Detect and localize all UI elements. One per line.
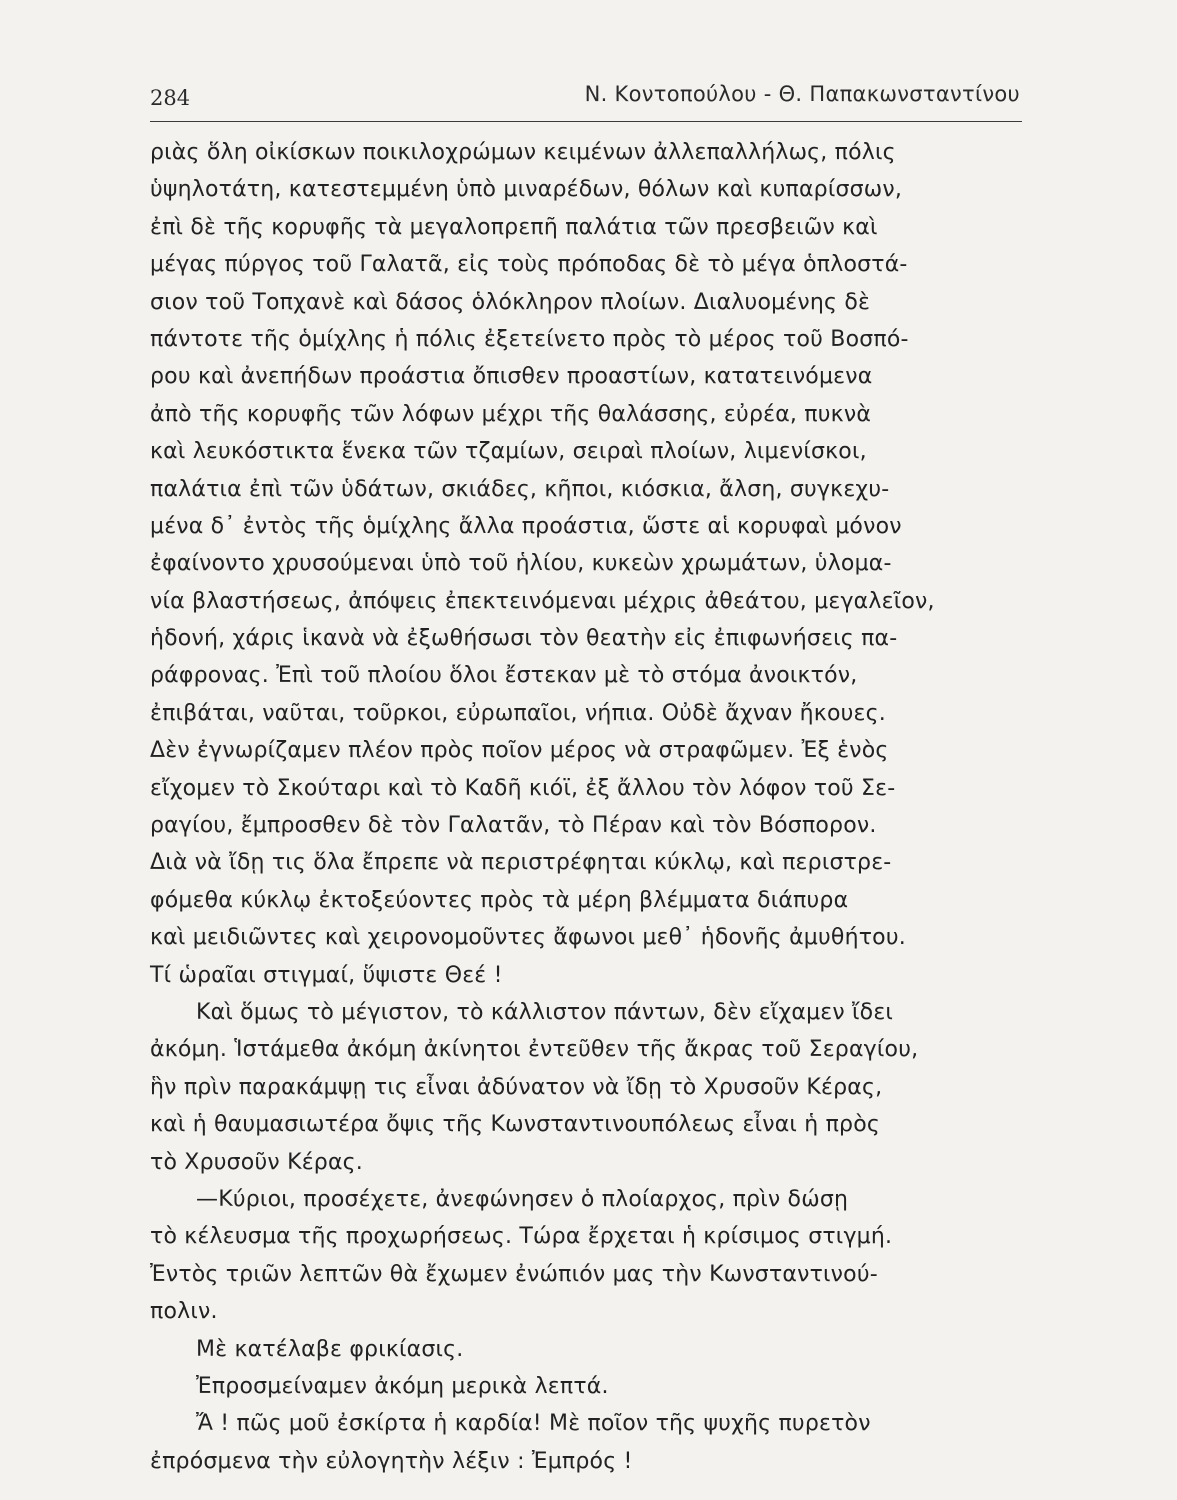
text-line: καὶ λευκόστικτα ἕνεκα τῶν τζαμίων, σειραὶ πλοίων, λιμενίσκοι,	[150, 439, 867, 465]
page-number: 284	[150, 86, 191, 110]
text-line: Ἐπροσμείναμεν ἀκόμη μερικὰ λεπτά.	[196, 1373, 609, 1399]
text-line: ἐπιβάται, ναῦται, τοῦρκοι, εὐρωπαῖοι, νήπια. Οὐδὲ ἄχναν ἤκουες.	[150, 700, 886, 726]
body-text	[150, 134, 1040, 1480]
text-line: τὸ κέλευσμα τῆς προχωρήσεως. Τώρα ἔρχεται ἡ κρίσιμος στιγμή.	[150, 1224, 893, 1250]
text-line: καὶ μειδιῶντες καὶ χειρονομοῦντες ἄφωνοι μεθ᾽ ἡδονῆς ἀμυθήτου.	[150, 925, 906, 951]
text-line: πάντοτε τῆς ὁμίχλης ἡ πόλις ἐξετείνετο πρὸς τὸ μέρος τοῦ Βοσπό-	[150, 326, 909, 352]
text-line: ἀκόμη. Ἱστάμεθα ἀκόμη ἀκίνητοι ἐντεῦθεν τῆς ἄκρας τοῦ Σεραγίου,	[150, 1037, 919, 1063]
text-line: —Κύριοι, προσέχετε, ἀνεφώνησεν ὁ πλοίαρχος, πρὶν δώσῃ	[196, 1186, 849, 1212]
text-line: Διὰ νὰ ἴδῃ τις ὅλα ἔπρεπε νὰ περιστρέφηται κύκλῳ, καὶ περιστρε-	[150, 850, 892, 876]
text-line: πολιν.	[150, 1299, 218, 1325]
text-line: ὑψηλοτάτη, κατεστεμμένη ὑπὸ μιναρέδων, θόλων καὶ κυπαρίσσων,	[150, 177, 903, 203]
text-line: εἴχομεν τὸ Σκούταρι καὶ τὸ Καδῆ κιόϊ, ἐξ ἄλλου τὸν λόφον τοῦ Σε-	[150, 775, 896, 801]
text-line: παλάτια ἐπὶ τῶν ὑδάτων, σκιάδες, κῆποι, κιόσκια, ἄλση, συγκεχυ-	[150, 476, 890, 502]
page-header	[150, 78, 1020, 118]
text-line: Ἄ ! πῶς μοῦ ἐσκίρτα ἡ καρδία! Μὲ ποῖον τῆς ψυχῆς πυρετὸν	[196, 1411, 871, 1437]
text-line: ράφρονας. Ἐπὶ τοῦ πλοίου ὅλοι ἔστεκαν μὲ τὸ στόμα ἀνοικτόν,	[150, 663, 858, 689]
text-line: μένα δ᾽ ἐντὸς τῆς ὁμίχλης ἄλλα προάστια, ὥστε αἱ κορυφαὶ μόνον	[150, 513, 902, 539]
text-line: ἣν πρὶν παρακάμψῃ τις εἶναι ἀδύνατον νὰ ἴδῃ τὸ Χρυσοῦν Κέρας,	[150, 1074, 883, 1100]
text-line: Καὶ ὅμως τὸ μέγιστον, τὸ κάλλιστον πάντων, δὲν εἴχαμεν ἴδει	[196, 999, 894, 1025]
text-line: Δὲν ἐγνωρίζαμεν πλέον πρὸς ποῖον μέρος νὰ στραφῶμεν. Ἐξ ἑνὸς	[150, 738, 889, 764]
text-line: σιον τοῦ Τοπχανὲ καὶ δάσος ὁλόκληρον πλοίων. Διαλυομένης δὲ	[150, 289, 871, 315]
text-line: τὸ Χρυσοῦν Κέρας.	[150, 1149, 363, 1175]
text-line: ριὰς ὅλη οἰκίσκων ποικιλοχρώμων κειμένων ἀλλεπαλλήλως, πόλις	[150, 140, 896, 165]
header-rule	[150, 121, 1022, 122]
text-line: Τί ὡραῖαι στιγμαί, ὕψιστε Θεέ !	[150, 962, 503, 988]
text-line: νία βλαστήσεως, ἀπόψεις ἐπεκτεινόμεναι μέχρις ἀθεάτου, μεγαλεῖον,	[150, 588, 935, 614]
text-line: φόμεθα κύκλῳ ἐκτοξεύοντες πρὸς τὰ μέρη βλέμματα διάπυρα	[150, 887, 849, 913]
text-line: ρου καὶ ἀνεπήδων προάστια ὄπισθεν προαστίων, κατατεινόμενα	[150, 364, 873, 390]
text-line: ραγίου, ἔμπροσθεν δὲ τὸν Γαλατᾶν, τὸ Πέραν καὶ τὸν Βόσπορον.	[150, 813, 877, 839]
text-line: ἐφαίνοντο χρυσούμεναι ὑπὸ τοῦ ἡλίου, κυκεὼν χρωμάτων, ὑλομα-	[150, 551, 892, 577]
running-title: Ν. Κοντοπούλου - Θ. Παπακωνσταντίνου	[584, 82, 1020, 106]
text-line: μέγας πύργος τοῦ Γαλατᾶ, εἰς τοὺς πρόποδας δὲ τὸ μέγα ὁπλοστά-	[150, 252, 908, 278]
text-line: ἀπὸ τῆς κορυφῆς τῶν λόφων μέχρι τῆς θαλάσσης, εὐρέα, πυκνὰ	[150, 401, 872, 427]
text-line: Ἐντὸς τριῶν λεπτῶν θὰ ἔχωμεν ἐνώπιόν μας τὴν Κωνσταντινού-	[150, 1261, 878, 1287]
text-line: ἐπρόσμενα τὴν εὐλογητὴν λέξιν : Ἐμπρός !	[150, 1448, 633, 1474]
text-line: ἡδονή, χάρις ἱκανὰ νὰ ἐξωθήσωσι τὸν θεατὴν εἰς ἐπιφωνήσεις πα-	[150, 626, 898, 652]
text-line: ἐπὶ δὲ τῆς κορυφῆς τὰ μεγαλοπρεπῆ παλάτια τῶν πρεσβειῶν καὶ	[150, 214, 878, 240]
text-line: καὶ ἡ θαυμασιωτέρα ὄψις τῆς Κωνσταντινουπόλεως εἶναι ἡ πρὸς	[150, 1112, 880, 1138]
text-line: Μὲ κατέλαβε φρικίασις.	[196, 1336, 464, 1362]
